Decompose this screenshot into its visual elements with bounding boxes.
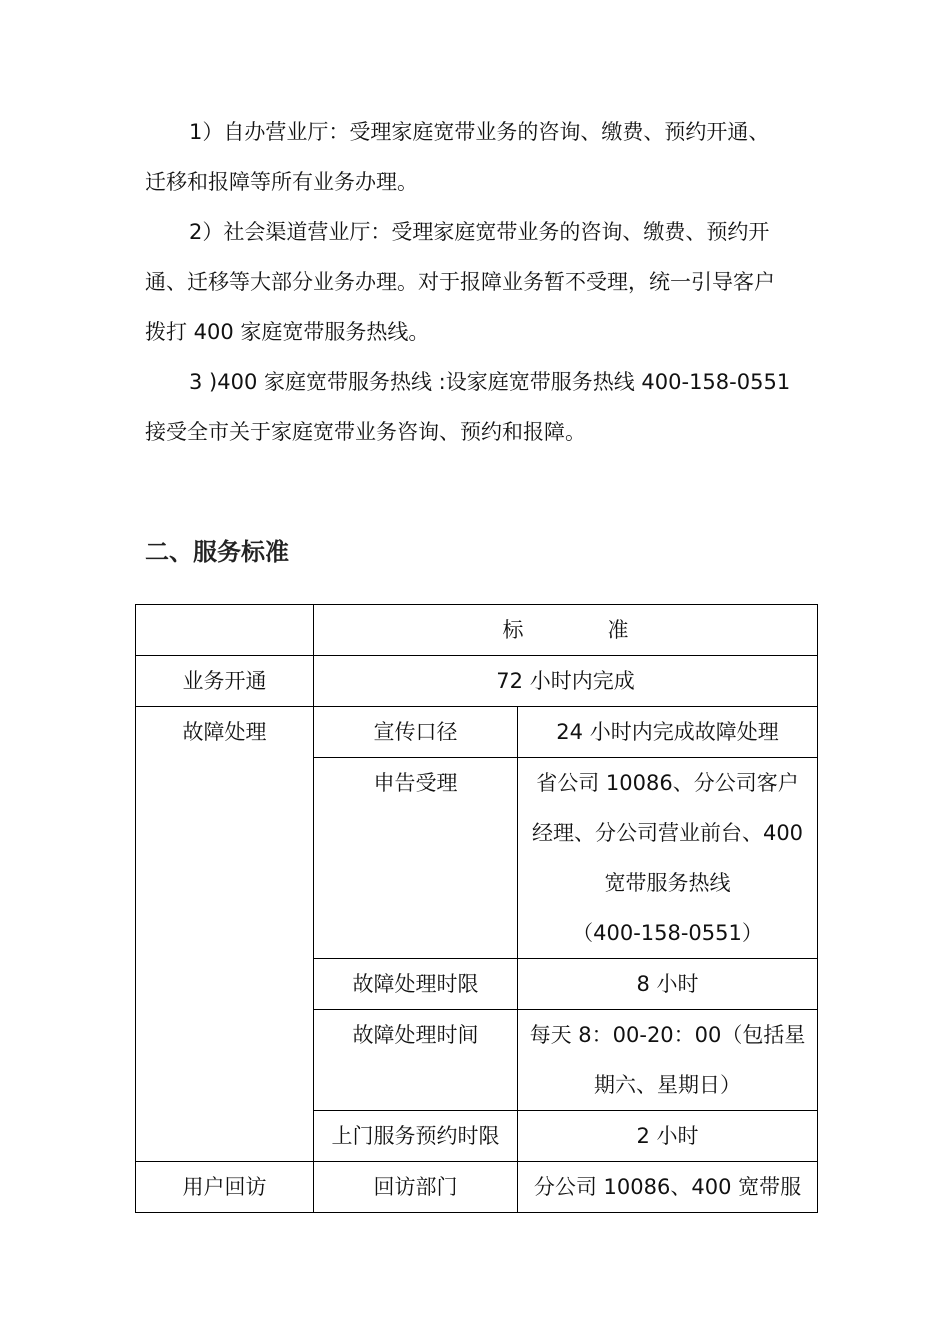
fault-item-name: 故障处理时限 xyxy=(314,959,518,1010)
fault-item-value xyxy=(518,959,818,1010)
value-line: 宽带服务热线 xyxy=(604,871,731,895)
paragraph-1 xyxy=(145,107,810,207)
fault-item-name: 申告受理 xyxy=(314,758,518,959)
value-line: 每天 8：00-20：00（包括星 xyxy=(529,1023,806,1047)
fault-item-value xyxy=(518,758,818,959)
fault-item-name: 故障处理时间 xyxy=(314,1010,518,1111)
service-standard-table xyxy=(135,604,818,1213)
value-line: 省公司 10086、分公司客户 xyxy=(536,771,799,795)
paragraph-3 xyxy=(145,357,810,457)
fault-item-value xyxy=(518,1111,818,1162)
value-line: 经理、分公司营业前台、400 xyxy=(531,821,804,845)
fault-item-value xyxy=(518,1010,818,1111)
row-label-activation: 业务开通 xyxy=(136,656,314,707)
table-header-cell: 标 准 xyxy=(314,605,818,656)
paragraph-line: 1）自办营业厅：受理家庭宽带业务的咨询、缴费、预约开通、 xyxy=(189,120,770,144)
paragraph-line: 迁移和报障等所有业务办理。 xyxy=(145,170,418,194)
revisit-item-name: 回访部门 xyxy=(314,1162,518,1213)
table-row xyxy=(136,656,818,707)
table-corner-cell xyxy=(136,605,314,656)
paragraph-line: 2）社会渠道营业厅：受理家庭宽带业务的咨询、缴费、预约开 xyxy=(189,220,770,244)
revisit-item-value: 分公司 10086、400 宽带服 xyxy=(518,1162,818,1213)
paragraph-line: 3 )400 家庭宽带服务热线 :设家庭宽带服务热线 400-158-0551 xyxy=(189,370,791,394)
table-row xyxy=(136,707,818,758)
table-row xyxy=(136,1162,818,1213)
paragraph-line: 接受全市关于家庭宽带业务咨询、预约和报障。 xyxy=(145,420,586,444)
paragraph-2 xyxy=(145,207,810,357)
fault-item-value xyxy=(518,707,818,758)
row-label-fault: 故障处理 xyxy=(136,707,314,1162)
activation-value: 72 小时内完成 xyxy=(314,656,818,707)
value-line: （400-158-0551） xyxy=(572,921,763,945)
row-label-revisit: 用户回访 xyxy=(136,1162,314,1213)
value-line: 2 小时 xyxy=(636,1124,699,1148)
section-heading: 二、服务标准 xyxy=(145,537,289,566)
fault-item-name: 宣传口径 xyxy=(314,707,518,758)
paragraph-line: 通、迁移等大部分业务办理。对于报障业务暂不受理，统一引导客户 xyxy=(145,270,775,294)
value-line: 24 小时内完成故障处理 xyxy=(556,720,779,744)
paragraph-line: 拨打 400 家庭宽带服务热线。 xyxy=(145,320,430,344)
fault-item-name: 上门服务预约时限 xyxy=(314,1111,518,1162)
value-line: 期六、星期日） xyxy=(594,1073,741,1097)
value-line: 8 小时 xyxy=(636,972,699,996)
table-header-row xyxy=(136,605,818,656)
